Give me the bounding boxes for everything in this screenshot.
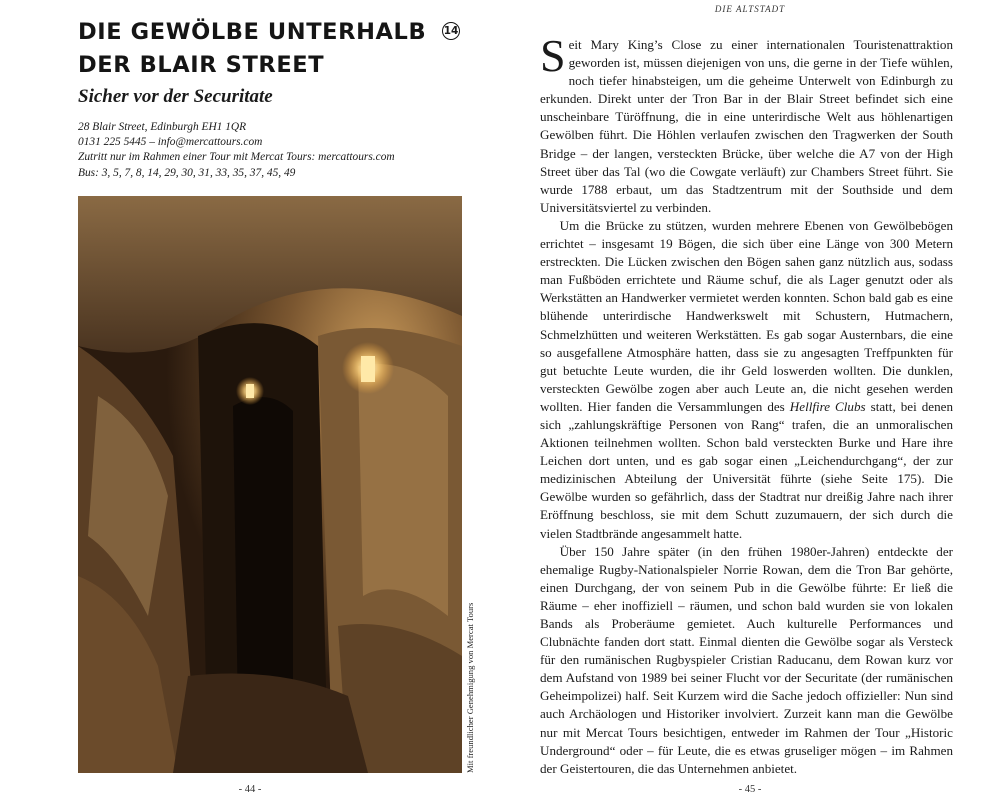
bus-line: Bus: 3, 5, 7, 8, 14, 29, 30, 31, 33, 35, 37, 45, 49 <box>78 166 296 179</box>
entry-number-badge: 14 <box>442 22 460 40</box>
page-title: DIE GEWÖLBE UNTERHALB DER BLAIR STREET <box>78 19 427 78</box>
paragraph-1 <box>540 30 953 217</box>
page-number-right: - 45 - <box>738 784 762 795</box>
paragraph-2 <box>540 217 953 543</box>
paragraph-2-text: Um die Brücke zu stützen, wurden mehrere Ebenen von Gewölbebögen errichtet – insgesamt 19 Bögen, die sich über eine Länge von 300 Metern erstreckten. Die Lücken zwischen den Bögen sahen ganz nützlich aus, sodass man Fußböden errichtete und Räume schuf, die als Lager genutzt oder als Werkstätten an Handwerker vermietet werden konnten. Schon bald gab es eine blühende unterirdische Handwerkswelt mit Schustern, Hutmachern, Schmelzhütten und weiteren Werkstätten. Es gab sogar Austernbars, die eine so ausgefallene Atmosphäre hatten, dass sie zu angesagten Treffpunkten für gut betuchte Leute wurden, die ihr Geld loswerden wollten. Die dunklen, versteckten Gewölbe zogen aber auch Leute an, die nicht gesehen werden wollten. Hier fanden die Versammlungen des <box>540 217 953 414</box>
vault-photo <box>78 196 462 773</box>
photo-credit: Mit freundlicher Genehmigung von Mercat Tours <box>465 602 475 773</box>
paragraph-3-text: Über 150 Jahre später (in den frühen 1980er-Jahren) entdeckte der ehemalige Rugby-Nationalspieler Norrie Rowan, dem die Tron Bar gehörte, einen Durchgang, der von seinem Pub in die Gewölbe führte: Er ließ die Räume – eher inoffiziell – räumen, und schon bald wurden sie von lokalen Bands als Proberäume gemietet. Auch kulturelle Performances und Clubnächte fanden dort statt. Einmal dienten die Gewölbe sogar als Versteck für den rumänischen Rugbyspieler Cristian Raducanu, dem Rowan kurz vor dem Aufstand von 1989 bei seiner Flucht vor der Securitate (der rumänischen Geheimpolizei) half. Seit Kurzem wird die Sache jedoch offizieller: Nun sind auch Archäologen und Historiker involviert. Zurzeit kann man die Gewölbe nur mit Mercat Tours besichtigen, entweder im Rahmen der Tour „Historic Underground“ oder – für Leute, die es etwas gruseliger mögen – im Rahmen der Geistertouren, die das Unternehmen anbietet. <box>540 543 953 776</box>
running-head: DIE ALTSTADT <box>714 4 786 14</box>
address-line: 28 Blair Street, Edinburgh EH1 1QR <box>78 121 247 133</box>
contact-line: 0131 225 5445 – info@mercattours.com <box>78 136 263 149</box>
page-number-left: - 44 - <box>238 784 262 795</box>
paragraph-3 <box>540 543 953 778</box>
access-line: Zutritt nur im Rahmen einer Tour mit Mercat Tours: mercattours.com <box>78 151 395 164</box>
page-subtitle: Sicher vor der Securitate <box>78 86 273 107</box>
paragraph-2-tail: statt, bei denen sich „zahlungskräftige Personen von Rang“ trafen, die an unmoralischen Aktionen teilnehmen wollten. Schon bald versteckten Burke und Hare ihre Leichen dort unten, und es gab sogar einen „Leichendurchgang“, der zur medizinischen Abteilung der Universität führte (siehe Seite 175). Die Gewölbe wurden so gefährlich, dass der Stadtrat nur dreißig Jahre nach ihrer Eröffnung beschloss, sie mit dem Schutt zuzumauern, der sich durch die vielen Stadtbrände angesammelt hatte. <box>540 398 953 541</box>
paragraph-2-italic: Hellfire Clubs <box>789 398 866 414</box>
paragraph-1-text: eit Mary King’s Close zu einer internationalen Touristenattraktion geworden ist, müssen diejenigen von uns, die gerne in der Tiefe wühlen, noch tiefer hinabsteigen, um die geheime Unterwelt von Edinburgh zu erkunden. Direkt unter der Tron Bar in der Blair Street befindet sich eine unscheinbare Türöffnung, die in eine unterirdische Welt aus höhlenartigen Gewölben führt. Die Höhlen verlaufen zwischen den Tragwerken der South Bridge – der langen, versteckten Brücke, über welche die A7 von der High Street über das Tal (wo die Cowgate verläuft) zur Chambers Street führt. Sie wurde 1788 erbaut, um das Stadtzentrum mit der Southside und dem Universitätsviertel zu verbinden. <box>540 37 953 215</box>
body-text <box>540 30 953 778</box>
drop-cap: S <box>540 30 566 81</box>
location-info <box>78 120 478 181</box>
